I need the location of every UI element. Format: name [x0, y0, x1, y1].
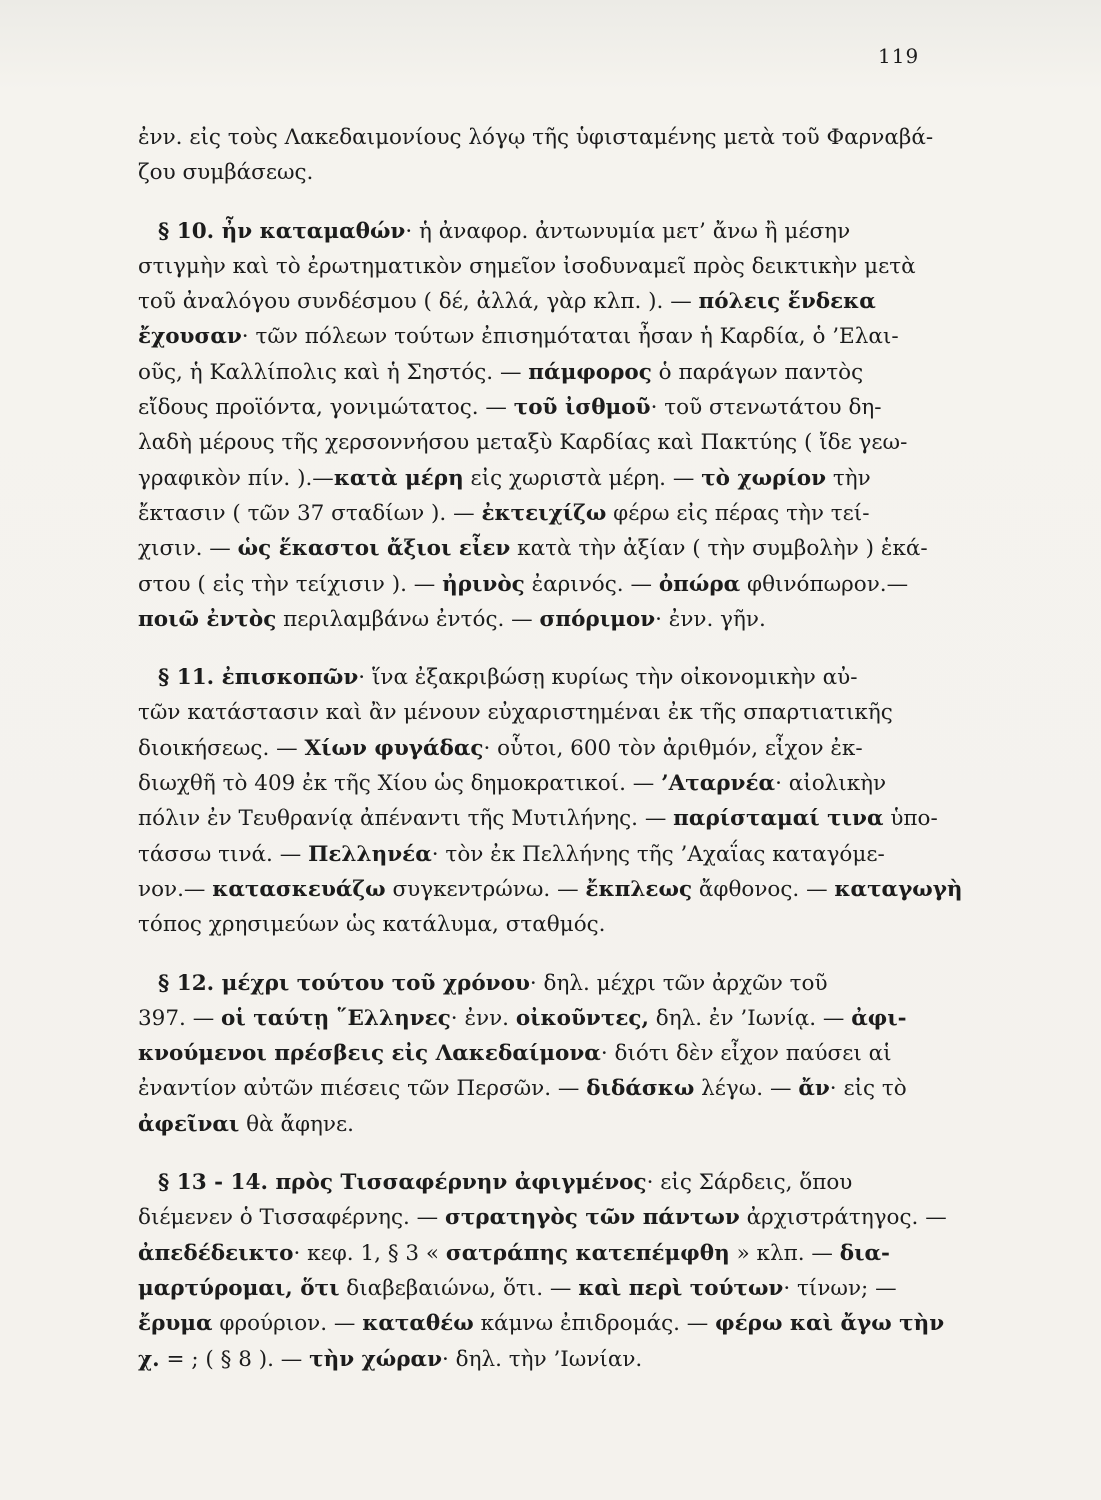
gloss-text: διέμενεν ὁ Τισσαφέρνης. —: [138, 1205, 445, 1231]
text-line: [138, 695, 938, 730]
text-line: [138, 155, 938, 190]
lemma-keyword: δια-: [839, 1240, 890, 1266]
lemma-keyword: τοῦ ἰσθμοῦ: [513, 395, 651, 421]
gloss-text: διωχθῆ τὸ 409 ἐκ τῆς Χίου ὡς δημοκρατικοί. —: [138, 771, 662, 797]
gloss-text: · ἐνν.: [450, 1005, 516, 1031]
text-line: [138, 390, 938, 425]
gloss-text: οῦς, ἡ Καλλίπολις καὶ ἡ Σηστός. —: [138, 359, 529, 385]
gloss-text: κάμνω ἐπιδρομάς. —: [473, 1311, 716, 1337]
text-line: [138, 1236, 938, 1271]
gloss-text: διοικήσεως. —: [138, 735, 305, 761]
text-line: [138, 660, 938, 695]
text-line: [138, 1107, 938, 1142]
text-line: [138, 1165, 938, 1200]
text-line: [138, 1271, 938, 1306]
lemma-keyword: φέρω καὶ ἄγω τὴν: [715, 1311, 945, 1337]
gloss-text: · τῶν πόλεων τούτων ἐπισημόταται ἦσαν ἡ Καρδία, ὁ ’Ελαι-: [241, 324, 899, 350]
paragraph-gap: [138, 637, 938, 660]
gloss-text: · δηλ. μέχρι τῶν ἀρχῶν τοῦ: [529, 970, 828, 996]
gloss-text: ἔκτασιν ( τῶν 37 σταδίων ). —: [138, 500, 482, 526]
text-line: [138, 214, 938, 249]
gloss-text: εἴδους προϊόντα, γονιμώτατος. —: [138, 395, 514, 421]
gloss-text: » κλπ. —: [729, 1240, 840, 1266]
gloss-text: 397. —: [138, 1005, 222, 1031]
lemma-keyword: ἔρυμα: [138, 1311, 213, 1337]
section-number: § 12.: [158, 970, 222, 996]
text-line: [138, 284, 938, 319]
gloss-text: ὑπο-: [883, 806, 938, 832]
lemma-keyword: στρατηγὸς τῶν πάντων: [444, 1205, 740, 1231]
lemma-keyword: ’Αταρνέα: [661, 771, 776, 797]
section-number: § 13 - 14.: [158, 1170, 276, 1196]
gloss-text: · ἐνν. γῆν.: [655, 606, 766, 632]
text-line: [138, 249, 938, 284]
lemma-keyword: ἄν: [798, 1076, 830, 1102]
lemma-keyword: σπόριμον: [539, 606, 656, 632]
gloss-text: · τοῦ στενωτάτου δη-: [650, 395, 882, 421]
paragraph: [138, 214, 938, 638]
gloss-text: · εἰς Σάρδεις, ὅπου: [646, 1170, 853, 1196]
text-line: [138, 837, 938, 872]
text-line: [138, 531, 938, 566]
gloss-text: εἰς χωριστὰ μέρη. —: [463, 465, 702, 491]
gloss-text: τάσσω τινά. —: [138, 841, 309, 867]
gloss-text: · κεφ. 1, § 3 «: [293, 1240, 446, 1266]
lemma-keyword: ἐπισκοπῶν: [221, 665, 359, 691]
lemma-keyword: ὀπώρα: [658, 571, 741, 597]
text-line: [138, 1071, 938, 1106]
lemma-keyword: πάμφορος: [528, 359, 652, 385]
lemma-keyword: Χίων φυγάδας: [304, 735, 484, 761]
text-line: [138, 1001, 938, 1036]
lemma-keyword: διδάσκω: [586, 1076, 695, 1102]
lemma-keyword: ἀπεδέδεικτο: [138, 1240, 294, 1266]
gloss-text: · τὸν ἐκ Πελλήνης τῆς ’Αχαΐας καταγόμε-: [431, 841, 885, 867]
lemma-keyword: κατὰ μέρη: [333, 465, 464, 491]
gloss-text: = ; ( § 8 ). —: [159, 1346, 310, 1372]
text-line: [138, 319, 938, 354]
lemma-keyword: ἔχουσαν: [138, 324, 242, 350]
lemma-keyword: καταγωγὴ: [834, 876, 963, 902]
lemma-keyword: οἱ ταύτῃ ῞Ελληνες: [221, 1005, 451, 1031]
text-line: [138, 602, 938, 637]
text-line: [138, 355, 938, 390]
gloss-text: λαδὴ μέρους τῆς χερσοννήσου μεταξὺ Καρδίας καὶ Πακτύης ( ἴδε γεω-: [138, 430, 908, 456]
gloss-text: · ἵνα ἐξακριβώσῃ κυρίως τὴν οἰκονομικὴν αὐ-: [358, 665, 858, 691]
gloss-text: · εἰς τὸ: [829, 1076, 907, 1102]
gloss-text: λέγω. —: [694, 1076, 799, 1102]
gloss-text: φθινόπωρον.—: [740, 571, 909, 597]
paragraph-gap: [138, 943, 938, 966]
paragraph: [138, 1165, 947, 1377]
lemma-keyword: σατράπης κατεπέμφθη: [445, 1240, 730, 1266]
lemma-keyword: ἀφεῖναι: [138, 1111, 240, 1137]
lemma-keyword: μέχρι τούτου τοῦ χρόνου: [221, 970, 530, 996]
text-line: [138, 872, 963, 907]
lemma-keyword: καὶ περὶ τούτων: [578, 1275, 784, 1301]
lemma-keyword: Πελληνέα: [308, 841, 432, 867]
gloss-text: γραφικὸν πίν. ).—: [138, 465, 334, 491]
gloss-text: στου ( εἰς τὴν τείχισιν ). —: [138, 571, 443, 597]
gloss-text: φέρω εἰς πέρας τὴν τεί-: [606, 500, 870, 526]
lemma-keyword: χ.: [138, 1346, 160, 1372]
lemma-keyword: ἔκπλεως: [585, 876, 693, 902]
text-line: [138, 766, 938, 801]
text-line: [138, 120, 938, 155]
gloss-text: τόπος χρησιμεύων ὡς κατάλυμα, σταθμός.: [138, 912, 606, 938]
lemma-keyword: ἐκτειχίζω: [481, 500, 607, 526]
paragraph: [138, 660, 963, 942]
text-line: [138, 1306, 945, 1341]
lemma-keyword: ὡς ἕκαστοι ἄξιοι εἶεν: [237, 536, 511, 562]
lemma-keyword: πόλεις ἕνδεκα: [698, 289, 876, 315]
section-number: § 10.: [158, 218, 222, 244]
paragraph: [138, 120, 938, 191]
text-line: [138, 425, 938, 460]
gloss-text: · τίνων; —: [783, 1275, 897, 1301]
gloss-text: συγκεντρώνω. —: [385, 876, 586, 902]
gloss-text: χισιν. —: [138, 536, 238, 562]
text-line: [138, 801, 938, 836]
gloss-text: · δηλ. τὴν ’Ιωνίαν.: [442, 1346, 643, 1372]
gloss-text: · διότι δὲν εἶχον παύσει αἱ: [600, 1041, 892, 1067]
section-number: § 11.: [158, 665, 222, 691]
lemma-keyword: πρὸς Τισσαφέρνην ἀφιγμένος: [275, 1170, 647, 1196]
gloss-text: στιγμὴν καὶ τὸ ἐρωτηματικὸν σημεῖον ἰσοδυναμεῖ πρὸς δεικτικὴν μετὰ: [138, 253, 916, 279]
lemma-keyword: οἰκοῦντες,: [515, 1005, 649, 1031]
lemma-keyword: μαρτύρομαι, ὅτι: [138, 1275, 340, 1301]
lemma-keyword: ποιῶ ἐντὸς: [138, 606, 277, 632]
gloss-text: θὰ ἄφηνε.: [239, 1111, 354, 1137]
paragraph: [138, 966, 938, 1142]
text-line: [138, 496, 938, 531]
lemma-keyword: καταθέω: [362, 1311, 474, 1337]
gloss-text: φρούριον. —: [212, 1311, 363, 1337]
gloss-text: · αἰολικὴν: [775, 771, 887, 797]
lemma-keyword: κατασκευάζω: [212, 876, 386, 902]
gloss-text: κατὰ τὴν ἀξίαν ( τὴν συμβολὴν ) ἑκά-: [510, 536, 928, 562]
text-line: [138, 907, 938, 942]
lemma-keyword: ἦν καταμαθών: [221, 218, 406, 244]
gloss-text: νον.—: [138, 876, 213, 902]
lemma-keyword: παρίσταμαί τινα: [673, 806, 884, 832]
gloss-text: περιλαμβάνω ἐντός. —: [276, 606, 540, 632]
gloss-text: ἐνν. εἰς τοὺς Λακεδαιμονίους λόγῳ τῆς ὑφισταμένης μετὰ τοῦ Φαρναβά-: [138, 125, 934, 150]
gloss-text: τοῦ ἀναλόγου συνδέσμου ( δέ, ἀλλά, γὰρ κλπ. ). —: [138, 289, 699, 315]
paragraph-gap: [138, 1142, 938, 1165]
lemma-keyword: ἠρινὸς: [442, 571, 525, 597]
gloss-text: διαβεβαιώνω, ὅτι. —: [339, 1275, 579, 1301]
lemma-keyword: τὴν χώραν: [309, 1346, 442, 1372]
gloss-text: τὴν: [826, 465, 871, 491]
lemma-keyword: τὸ χωρίον: [701, 465, 827, 491]
text-line: [138, 966, 938, 1001]
paragraph-gap: [138, 191, 938, 214]
gloss-text: · οὗτοι, 600 τὸν ἀριθμόν, εἶχον ἐκ-: [483, 735, 863, 761]
text-line: [138, 461, 938, 496]
gloss-text: ἀρχιστράτηγος. —: [739, 1205, 947, 1231]
text-line: [138, 567, 938, 602]
gloss-text: πόλιν ἐν Τευθρανίᾳ ἀπέναντι τῆς Μυτιλήνης. —: [138, 806, 674, 832]
page-number: 119: [878, 44, 920, 68]
text-line: [138, 1036, 938, 1071]
gloss-text: ὁ παράγων παντὸς: [651, 359, 864, 385]
commentary-text: [138, 120, 963, 1377]
gloss-text: ἐαρινός. —: [524, 571, 659, 597]
text-line: [138, 1200, 947, 1235]
lemma-keyword: ἀφι-: [851, 1005, 907, 1031]
gloss-text: τῶν κατάστασιν καὶ ἂν μένουν εὐχαριστημέναι ἐκ τῆς σπαρτιατικῆς: [138, 700, 893, 726]
gloss-text: ἐναντίον αὐτῶν πιέσεις τῶν Περσῶν. —: [138, 1076, 587, 1102]
text-line: [138, 731, 938, 766]
gloss-text: ἄφθονος. —: [692, 876, 835, 902]
text-line: [138, 1342, 938, 1377]
lemma-keyword: κνούμενοι πρέσβεις εἰς Λακεδαίμονα: [138, 1041, 601, 1067]
gloss-text: δηλ. ἐν ’Ιωνίᾳ. —: [648, 1005, 852, 1031]
gloss-text: ζου συμβάσεως.: [138, 160, 314, 186]
gloss-text: · ἡ ἀναφορ. ἀντωνυμία μετ’ ἄνω ἢ μέσην: [405, 218, 851, 244]
